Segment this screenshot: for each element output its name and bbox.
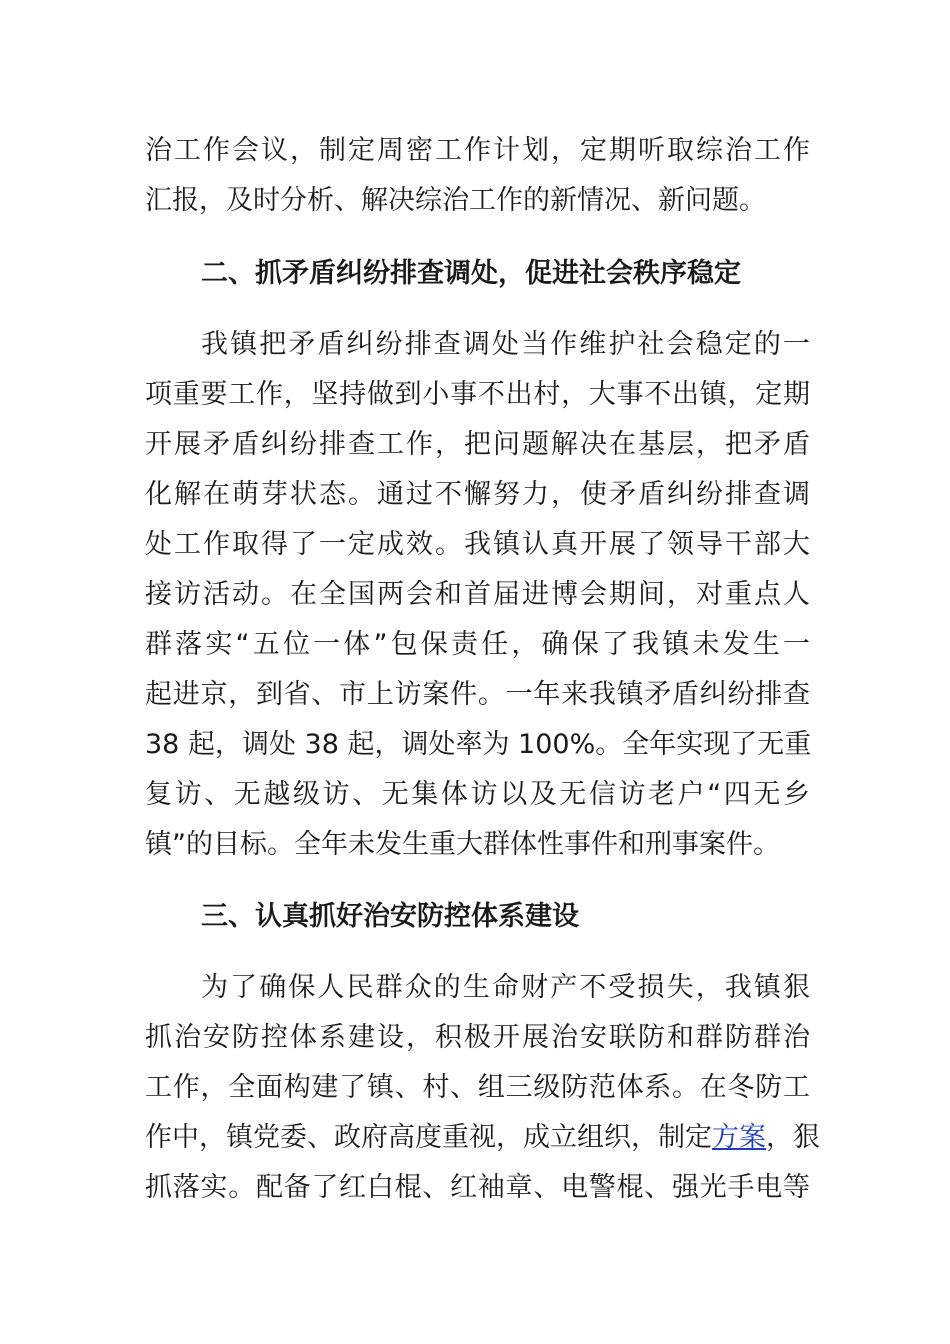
paragraph-line-with-link [145,1120,820,1156]
paragraph-text: 作中，镇党委、政府高度重视，成立组织，制定 [145,1122,712,1153]
section-heading-3: 三、认真抓好治安防控体系建设 [201,901,579,932]
paragraph-line: 抓落实。配备了红白棍、红袖章、电警棍、强光手电等 [145,1172,810,1203]
paragraph-line: 处工作取得了一定成效。我镇认真开展了领导干部大 [145,529,810,560]
paragraph-line: 复访、无越级访、无集体访以及无信访老户“四无乡 [145,779,810,810]
paragraph-line: 开展矛盾纠纷排查工作，把问题解决在基层，把矛盾 [145,429,810,460]
paragraph-line: 治工作会议，制定周密工作计划，定期听取综治工作 [145,135,810,166]
paragraph-line: 项重要工作，坚持做到小事不出村，大事不出镇，定期 [145,379,810,410]
paragraph-line: 接访活动。在全国两会和首届进博会期间，对重点人 [145,579,810,610]
paragraph-line: 工作，全面构建了镇、村、组三级防范体系。在冬防工 [145,1072,810,1103]
section-heading-2: 二、抓矛盾纠纷排查调处，促进社会秩序稳定 [201,258,741,289]
paragraph-line: 汇报，及时分析、解决综治工作的新情况、新问题。 [145,185,766,216]
paragraph-text: ，狠 [766,1122,820,1153]
paragraph-line: 抓治安防控体系建设，积极开展治安联防和群防群治 [145,1022,810,1053]
paragraph-line: 化解在萌芽状态。通过不懈努力，使矛盾纠纷排查调 [145,479,810,510]
paragraph-line: 群落实“五位一体”包保责任，确保了我镇未发生一 [145,629,810,660]
paragraph-line: 为了确保人民群众的生命财产不受损失，我镇狠 [201,972,810,1003]
paragraph-line: 我镇把矛盾纠纷排查调处当作维护社会稳定的一 [201,329,810,360]
paragraph-line: 38 起，调处 38 起，调处率为 100%。全年实现了无重 [145,729,812,760]
paragraph-line: 镇”的目标。全年未发生重大群体性事件和刑事案件。 [145,829,780,860]
paragraph-line: 起进京，到省、市上访案件。一年来我镇矛盾纠纷排查 [145,679,810,710]
plan-link[interactable]: 方案 [712,1122,766,1153]
